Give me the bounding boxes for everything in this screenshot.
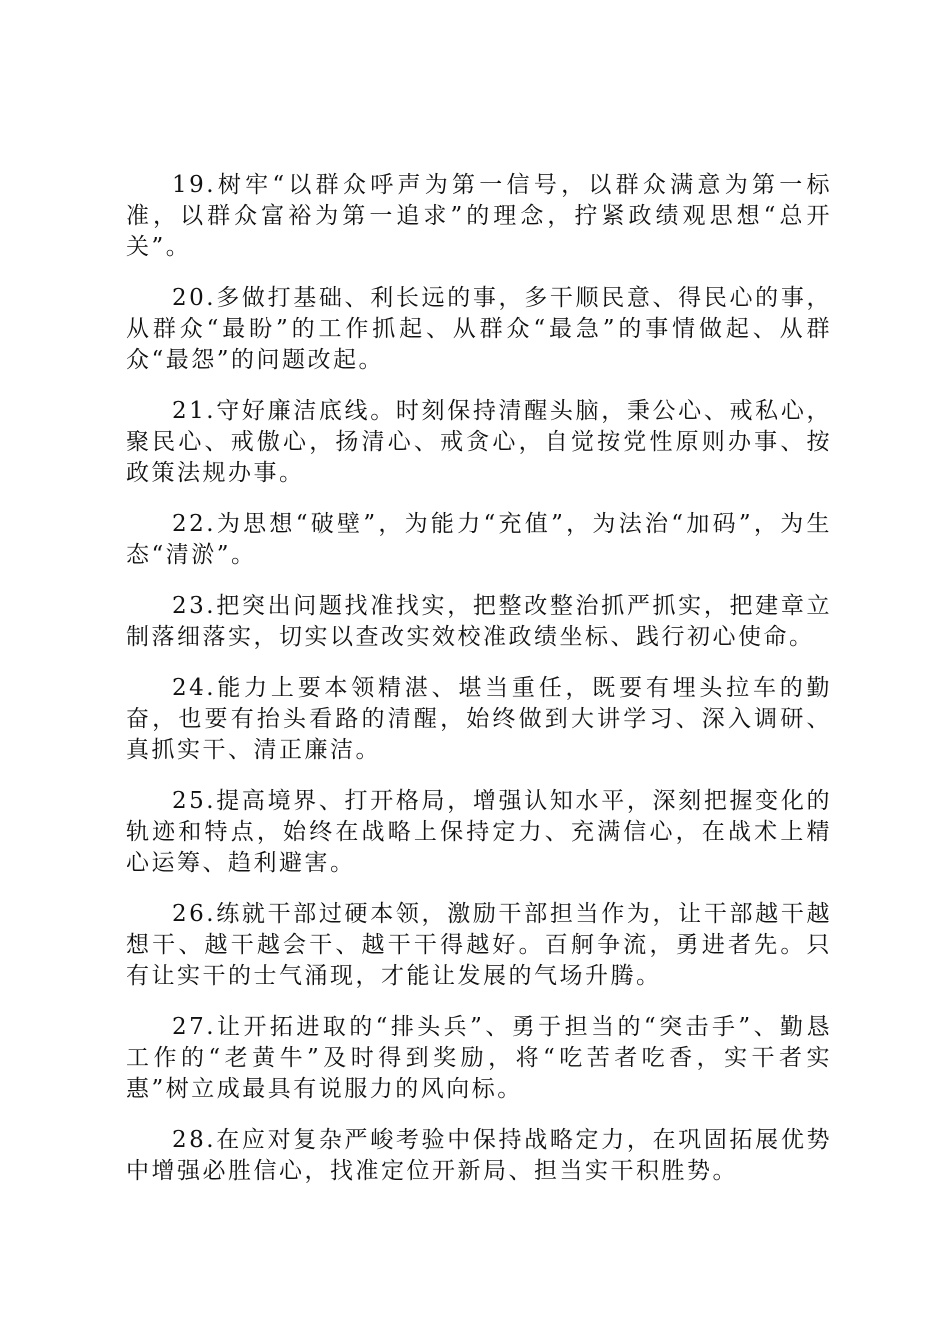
paragraph-21: 21.守好廉洁底线。时刻保持清醒头脑，秉公心、戒私心，聚民心、戒傲心，扬清心、戒贪心，自觉按党性原则办事、按政策法规办事。: [126, 398, 832, 486]
paragraph-23: 23.把突出问题找准找实，把整改整治抓严抓实，把建章立制落细落实，切实以查改实效校准政绩坐标、践行初心使命。: [126, 593, 832, 650]
paragraph-19: 19.树牢“以群众呼声为第一信号，以群众满意为第一标准，以群众富裕为第一追求”的理念，拧紧政绩观思想“总开关”。: [126, 172, 832, 260]
paragraph-22: 22.为思想“破壁”，为能力“充值”，为法治“加码”，为生态“清淤”。: [126, 511, 832, 568]
document-body: [126, 170, 832, 1207]
paragraph-25: 25.提高境界、打开格局，增强认知水平，深刻把握变化的轨迹和特点，始终在战略上保持定力、充满信心，在战术上精心运筹、趋利避害。: [126, 788, 832, 876]
paragraph-24: 24.能力上要本领精湛、堪当重任，既要有埋头拉车的勤奋，也要有抬头看路的清醒，始终做到大讲学习、深入调研、真抓实干、清正廉洁。: [126, 675, 832, 763]
paragraph-26: 26.练就干部过硬本领，激励干部担当作为，让干部越干越想干、越干越会干、越干干得越好。百舸争流，勇进者先。只有让实干的士气涌现，才能让发展的气场升腾。: [126, 901, 832, 989]
paragraph-28: 28.在应对复杂严峻考验中保持战略定力，在巩固拓展优势中增强必胜信心，找准定位开新局、担当实干积胜势。: [126, 1127, 832, 1184]
paragraph-27: 27.让开拓进取的“排头兵”、勇于担当的“突击手”、勤恳工作的“老黄牛”及时得到奖励，将“吃苦者吃香，实干者实惠”树立成最具有说服力的风向标。: [126, 1014, 832, 1102]
paragraph-20: 20.多做打基础、利长远的事，多干顺民意、得民心的事，从群众“最盼”的工作抓起、从群众“最急”的事情做起、从群众“最怨”的问题改起。: [126, 285, 832, 373]
